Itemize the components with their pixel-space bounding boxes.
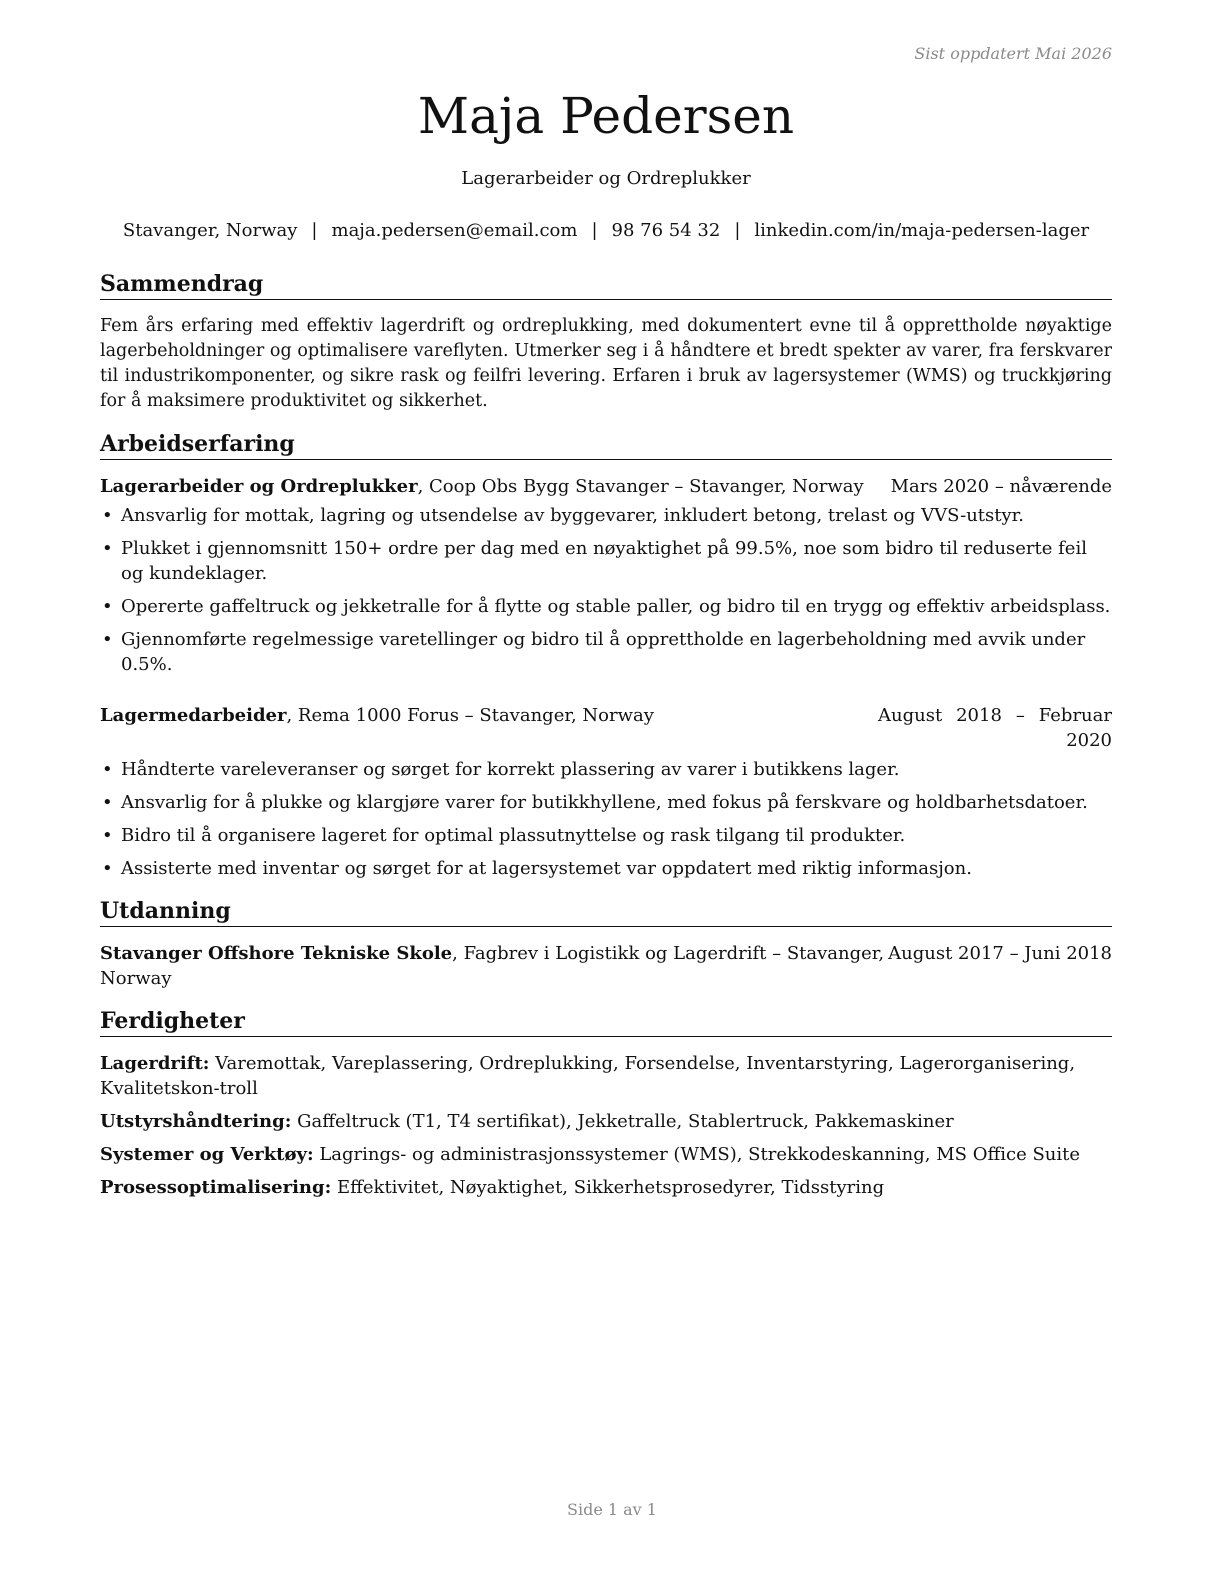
job-header <box>100 703 1112 753</box>
education-line <box>100 941 888 991</box>
job-company: , Rema 1000 Forus – Stavanger, Norway <box>286 705 654 726</box>
page-number: Side 1 av 1 <box>567 1500 657 1519</box>
job-bullet: • Assisterte med inventar og sørget for at lagersystemet var oppdatert med riktig informasjon. <box>100 856 1112 881</box>
job-bullet: • Opererte gaffeltruck og jekketralle for å flytte og stable paller, og bidro til en trygg og effektiv arbeidsplass. <box>100 594 1112 619</box>
skill-group <box>100 1051 1112 1101</box>
job-bullet: • Ansvarlig for å plukke og klargjøre varer for butikkhyllene, med fokus på ferskvare og holdbarhetsdatoer. <box>100 790 1112 815</box>
contact-separator: | <box>734 220 741 241</box>
job-bullet: • Håndterte vareleveranser og sørget for korrekt plassering av varer i butikkens lager. <box>100 757 1112 782</box>
job-role: Lagermedarbeider <box>100 705 287 726</box>
summary-text: Fem års erfaring med effektiv lagerdrift og ordreplukking, med dokumentert evne til å opprettholde nøyaktige lagerbeholdninger og optimalisere vareflyten. Utmerker seg i å håndtere et bredt spekter av varer, fra ferskvarer til industrikomponenter, og sikre rask og feilfri levering. Erfaren i bruk av lagersystemer (WMS) og truckkjøring for å maksimere produktivitet og sikkerhet. <box>100 316 1112 411</box>
job-bullet: • Ansvarlig for mottak, lagring og utsendelse av byggevarer, inkludert betong, trelast og VVS-utstyr. <box>100 503 1112 528</box>
education-school: Stavanger Offshore Tekniske Skole <box>100 943 453 964</box>
summary-section <box>100 270 1112 414</box>
resume-content <box>100 270 1112 1200</box>
job-entry <box>100 474 1112 677</box>
job-dates: August 2018 – Februar 2020 <box>878 705 1112 751</box>
education-entry <box>100 941 1112 991</box>
education-section <box>100 897 1112 991</box>
experience-section <box>100 430 1112 881</box>
skill-group <box>100 1175 1112 1200</box>
job-bullet: • Plukket i gjennomsnitt 150+ ordre per dag med en nøyaktighet på 99.5%, noe som bidro til reduserte feil og kundeklager. <box>100 536 1112 586</box>
skill-group <box>100 1109 1112 1134</box>
candidate-name: Maja Pedersen <box>417 87 795 145</box>
candidate-headline: Lagerarbeider og Ordreplukker <box>461 168 751 189</box>
contact-separator: | <box>311 220 318 241</box>
job-title-line <box>100 703 654 753</box>
skill-label: Lagerdrift: <box>100 1053 210 1074</box>
education-details: , Fagbrev i Logistikk og Lagerdrift – Stavanger, Norway <box>100 943 885 989</box>
skill-items: Varemottak, Vareplassering, Ordreplukking, Forsendelse, Inventarstyring, Lagerorganisering, Kvalitetskon-troll <box>100 1053 1076 1099</box>
job-company: , Coop Obs Bygg Stavanger – Stavanger, Norway <box>417 476 864 497</box>
job-entry <box>100 703 1112 881</box>
contact-email[interactable]: maja.pedersen@email.com <box>331 220 578 241</box>
contact-linkedin[interactable]: linkedin.com/in/maja-pedersen-lager <box>754 220 1090 241</box>
contact-separator: | <box>591 220 598 241</box>
job-bullet: • Gjennomførte regelmessige varetellinger og bidro til å opprettholde en lagerbeholdning med avvik under 0.5%. <box>100 627 1112 677</box>
section-title-experience: Arbeidserfaring <box>100 430 1112 460</box>
job-role: Lagerarbeider og Ordreplukker <box>100 476 418 497</box>
job-bullets <box>100 757 1112 881</box>
job-title-line <box>100 474 864 499</box>
job-dates: Mars 2020 – nåværende <box>890 476 1112 497</box>
section-title-education: Utdanning <box>100 897 1112 927</box>
section-title-summary: Sammendrag <box>100 270 1112 300</box>
skills-section <box>100 1007 1112 1200</box>
job-header <box>100 474 1112 499</box>
skill-label: Prosessoptimalisering: <box>100 1177 332 1198</box>
education-dates: August 2017 – Juni 2018 <box>888 943 1112 964</box>
skill-group <box>100 1142 1112 1167</box>
skill-items: Effektivitet, Nøyaktighet, Sikkerhetsprosedyrer, Tidsstyring <box>331 1177 885 1198</box>
job-bullets <box>100 503 1112 677</box>
skill-items: Lagrings- og administrasjonssystemer (WMS), Strekkodeskanning, MS Office Suite <box>313 1144 1081 1165</box>
contact-location: Stavanger, Norway <box>122 220 298 241</box>
skill-label: Systemer og Verktøy: <box>100 1144 314 1165</box>
skill-items: Gaffeltruck (T1, T4 sertifikat), Jekketralle, Stablertruck, Pakkemaskiner <box>291 1111 954 1132</box>
job-bullet: • Bidro til å organisere lageret for optimal plassutnyttelse og rask tilgang til produkter. <box>100 823 1112 848</box>
last-updated: Sist oppdatert Mai 2026 <box>914 44 1112 63</box>
skill-label: Utstyrshåndtering: <box>100 1111 292 1132</box>
contact-line <box>100 220 1112 241</box>
contact-phone: 98 76 54 32 <box>611 220 721 241</box>
section-title-skills: Ferdigheter <box>100 1007 1112 1037</box>
